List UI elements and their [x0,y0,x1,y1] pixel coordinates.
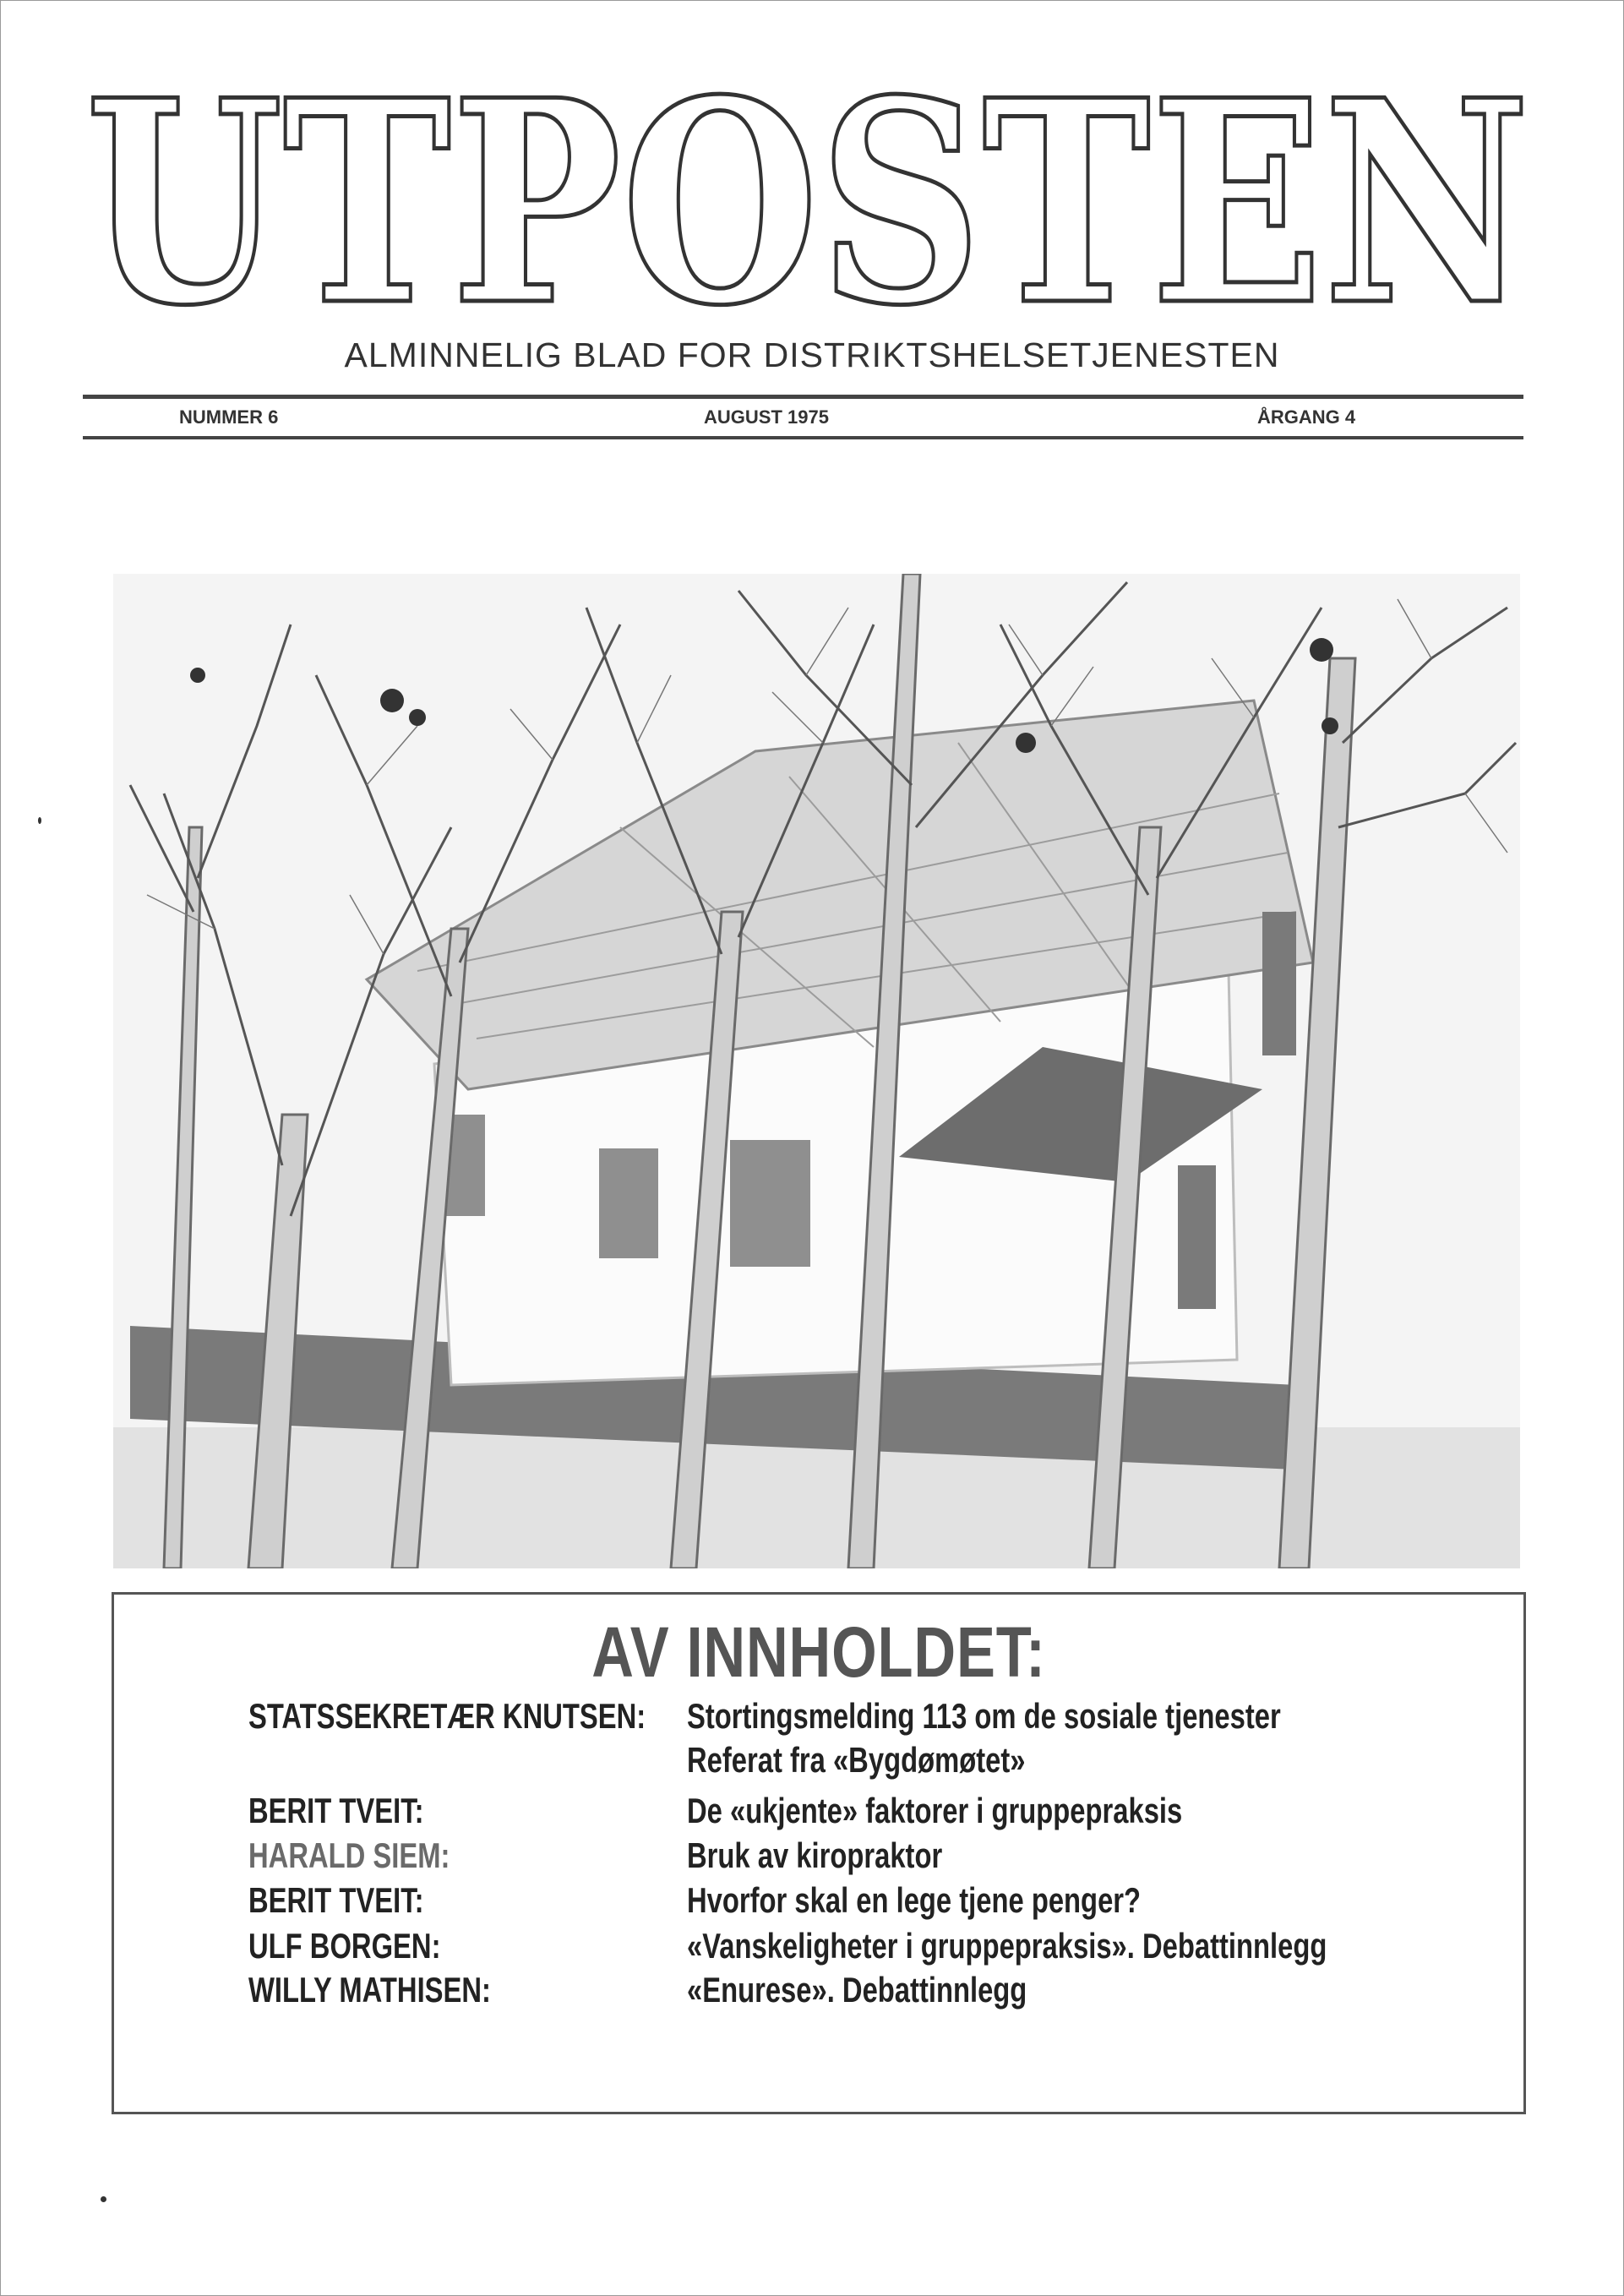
scan-speck [101,2196,106,2202]
masthead-rule-bottom [83,436,1523,439]
entry-author: ULF BORGEN: [248,1926,441,1966]
entry-title: De «ukjente» faktorer i gruppepraksis [687,1791,1183,1830]
entry-title: «Enurese». Debattinnlegg [687,1970,1027,2010]
cover-photo [113,574,1520,1568]
masthead-logo [81,77,1534,322]
contents-entry [114,1835,1523,1879]
contents-entry [114,1740,1523,1784]
entry-author: BERIT TVEIT: [248,1880,424,1920]
contents-heading: AV INNHOLDET: [591,1612,1046,1692]
entry-author: HARALD SIEM: [248,1835,450,1875]
entry-title: Stortingsmelding 113 om de sosiale tjenester [687,1696,1281,1736]
entry-author: BERIT TVEIT: [248,1791,424,1830]
contents-entry [114,1791,1523,1835]
contents-entry [114,1696,1523,1740]
entry-title: Bruk av kiropraktor [687,1835,943,1875]
masthead-subtitle: ALMINNELIG BLAD FOR DISTRIKTSHELSETJENESTEN [344,335,1280,374]
contents-box [112,1592,1526,2114]
issue-number: NUMMER 6 [179,406,279,428]
entry-title: Referat fra «Bygdømøtet» [687,1740,1026,1780]
contents-entry [114,1926,1523,1970]
contents-entry [114,1880,1523,1924]
issue-date: AUGUST 1975 [704,406,829,428]
masthead-rule-top [83,395,1523,399]
contents-entry [114,1970,1523,2014]
scan-speck [38,817,41,824]
entry-author: WILLY MATHISEN: [248,1970,491,2010]
entry-title: «Vanskeligheter i gruppepraksis». Debattinnlegg [687,1926,1327,1966]
issue-volume: ÅRGANG 4 [1257,406,1356,428]
masthead-title: UTPOSTEN [85,77,1530,322]
entry-author: STATSSEKRETÆR KNUTSEN: [248,1696,646,1736]
issue-info-bar [83,405,1523,432]
entry-title: Hvorfor skal en lege tjene penger? [687,1880,1142,1920]
